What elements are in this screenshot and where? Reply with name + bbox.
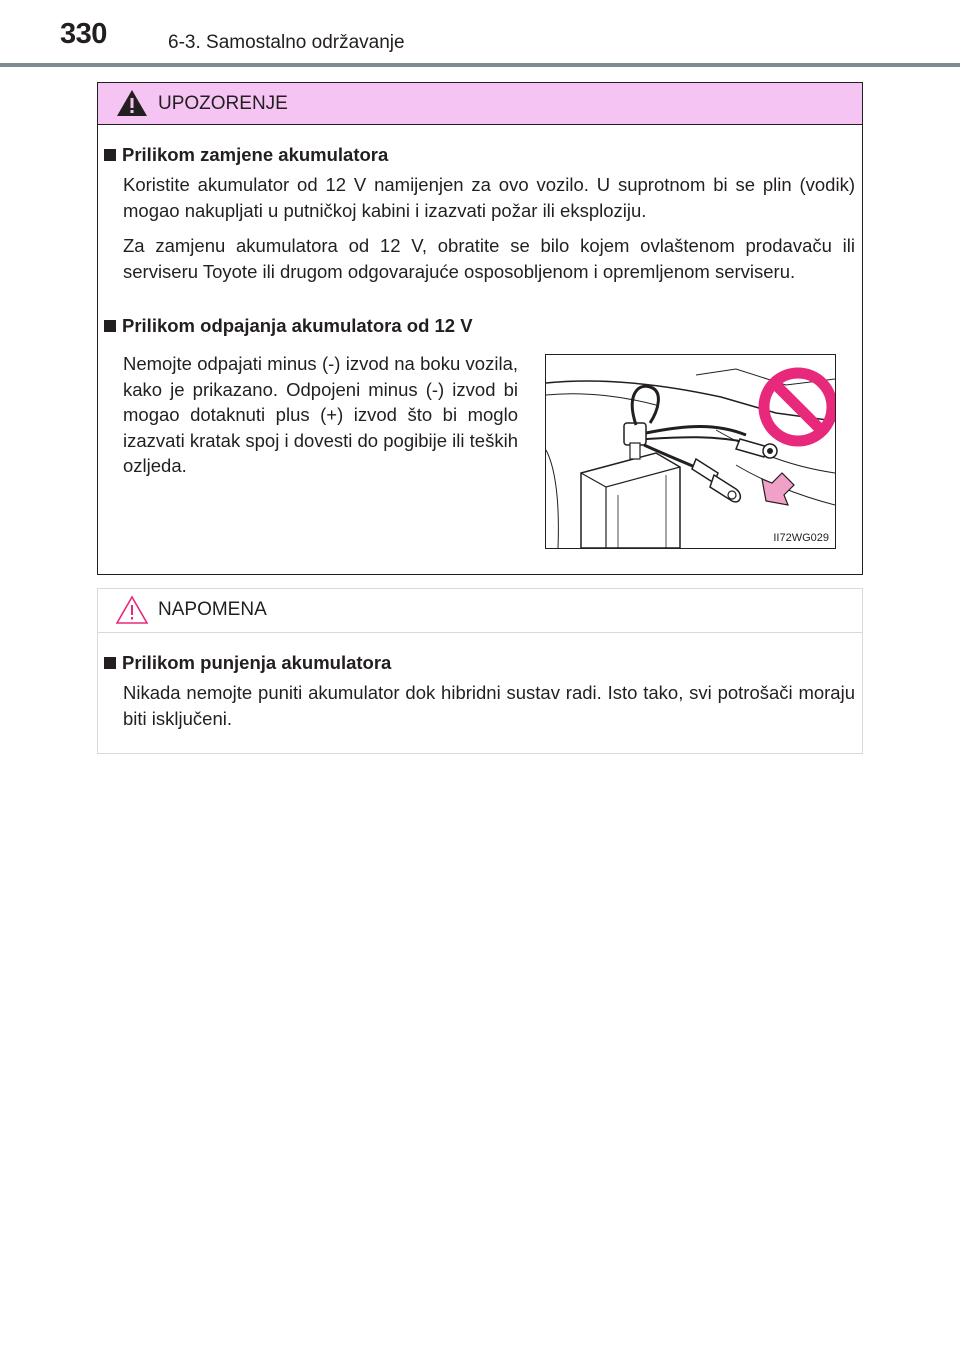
warning-triangle-icon	[116, 88, 148, 118]
note-section-heading	[104, 652, 391, 674]
section-title: 6-3. Samostalno održavanje	[168, 32, 405, 53]
warning-section-title: Prilikom odpajanja akumulatora od 12 V	[122, 315, 473, 336]
note-label: NAPOMENA	[158, 599, 267, 620]
figure-code: II72WG029	[773, 532, 829, 544]
square-bullet-icon	[104, 320, 116, 332]
warning-section-title: Prilikom zamjene akumulatora	[122, 144, 389, 165]
warning-label: UPOZORENJE	[158, 93, 288, 114]
note-box	[97, 588, 863, 754]
caution-triangle-icon	[116, 595, 148, 625]
note-section-title: Prilikom punjenja akumulatora	[122, 652, 392, 673]
square-bullet-icon	[104, 657, 116, 669]
note-header	[98, 589, 862, 633]
warning-paragraph: Koristite akumulator od 12 V namijenjen za ovo vozilo. U suprotnom bi se plin (vodik) mogao nakupljati u putničkoj kabini i izazvati požar ili eksploziju.	[123, 174, 855, 221]
warning-section-heading	[104, 315, 473, 337]
square-bullet-icon	[104, 149, 116, 161]
warning-box	[97, 82, 863, 575]
battery-terminal-illustration	[545, 354, 836, 549]
battery-illustration-drawing	[546, 355, 835, 548]
warning-paragraph: Nemojte odpajati minus (-) izvod na boku vozila, kako je prikazano. Odpojeni minus (-) izvod bi mogao dotaknuti plus (+) izvod što bi moglo izazvati kratak spoj i dovesti do pogibije ili teških ozljeda.	[123, 353, 518, 476]
arrow-icon	[762, 473, 794, 505]
page-number: 330	[60, 18, 107, 50]
note-paragraph: Nikada nemojte puniti akumulator dok hibridni sustav radi. Isto tako, svi potrošači moraju biti isključeni.	[123, 682, 855, 729]
header-divider	[0, 63, 960, 67]
warning-paragraph: Za zamjenu akumulatora od 12 V, obratite se bilo kojem ovlaštenom prodavaču ili serviseru Toyote ili drugom odgovarajuće osposobljenom i opremljenom serviseru.	[123, 235, 855, 282]
warning-header	[98, 83, 862, 125]
warning-section-heading	[104, 144, 388, 166]
page-header	[0, 0, 960, 60]
